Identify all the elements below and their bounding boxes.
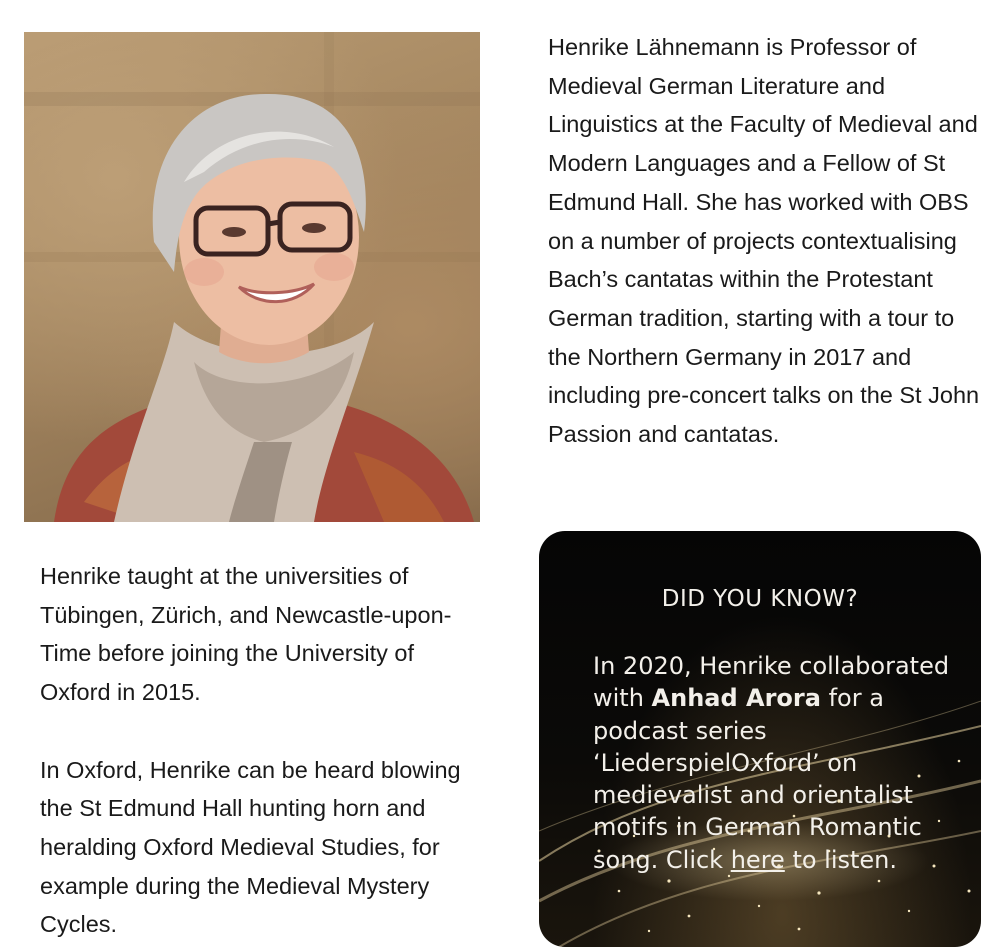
did-you-know-text-middle: for a podcast series ‘LiederspielOxford’ on medievalist and orientalist motifs in German Romantic song. Click <box>593 684 922 874</box>
podcast-link[interactable]: here <box>730 845 785 874</box>
did-you-know-text <box>593 650 953 876</box>
portrait-photo <box>24 32 480 522</box>
did-you-know-text-start: In 2020, Henrike collaborated with <box>593 652 950 713</box>
career-paragraph-oxford: In Oxford, Henrike can be heard blowing the St Edmund Hall hunting horn and heralding Oxford Medieval Studies, for example during the Medieval Mystery Cycles. <box>40 756 461 938</box>
career-section <box>40 557 480 944</box>
did-you-know-text-end: to listen. <box>784 845 898 874</box>
portrait-illustration <box>24 32 480 522</box>
career-paragraph-universities: Henrike taught at the universities of Tübingen, Zürich, and Newcastle-upon-Time before joining the University of Oxford in 2015. <box>40 563 452 706</box>
collaborator-name: Anhad Arora <box>651 684 821 713</box>
did-you-know-card <box>539 531 981 947</box>
bio-paragraph: Henrike Lähnemann is Professor of Medieval German Literature and Linguistics at the Faculty of Medieval and Modern Languages and a Fellow of St Edmund Hall. She has worked with OBS on a number of projects contextualising Bach’s cantatas within the Protestant German tradition, starting with a tour to the Northern Germany in 2017 and including pre-concert talks on the St John Passion and cantatas. <box>548 34 980 448</box>
did-you-know-heading: DID YOU KNOW? <box>661 586 859 612</box>
